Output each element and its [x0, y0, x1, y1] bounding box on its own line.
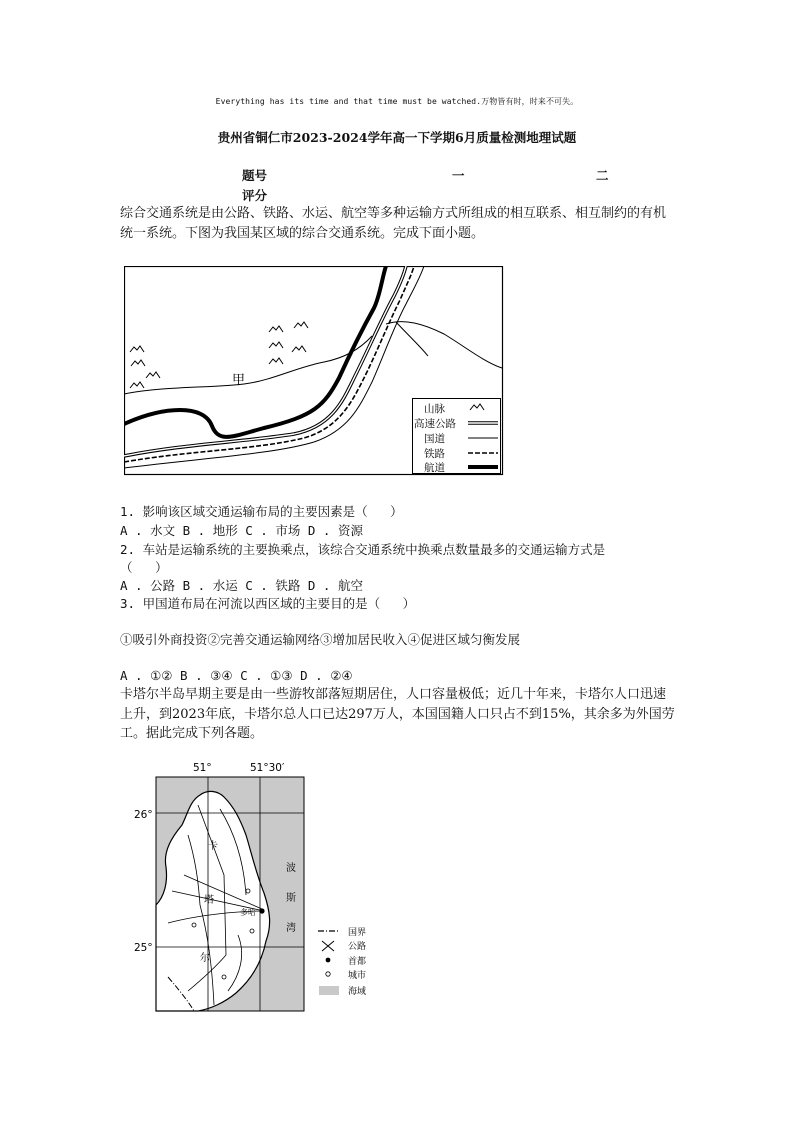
legend-mountain-label: 山脉 [424, 403, 445, 415]
question-2-stem-cont: （ ） [120, 560, 168, 575]
legend-capital-label: 首都 [348, 957, 367, 967]
transport-map [124, 266, 504, 476]
score-col-1: 一 [452, 168, 465, 183]
page-title: 贵州省铜仁市2023-2024学年高一下学期6月质量检测地理试题 [217, 130, 577, 145]
legend-highway-label: 高速公路 [414, 418, 456, 430]
lon-label-51-30: 51°30′ [250, 762, 285, 774]
legend-railway-label: 铁路 [424, 448, 445, 460]
gulf-char-3: 湾 [286, 923, 296, 934]
question-1-options: A . 水文 B . 地形 C . 市场 D . 资源 [120, 523, 363, 538]
legend-city-label: 城市 [348, 971, 367, 981]
score-col-2: 二 [596, 168, 609, 183]
capital-label: 多哈 [240, 908, 256, 917]
qatar-map [128, 755, 388, 1017]
legend-sea-label: 海域 [348, 987, 367, 997]
map1-legend [413, 399, 501, 475]
page-motto: Everything has its time and that time must be watched.万物皆有时，时来不可失。 [215, 97, 579, 106]
question-3-choices: ①吸引外商投资②完善交通运输网络③增加居民收入④促进区域匀衡发展 [120, 632, 521, 647]
country-char-2: 塔 [204, 895, 214, 906]
map2-legend [318, 927, 366, 997]
question-1-stem: 1. 影响该区域交通运输布局的主要因素是（ ） [120, 504, 403, 519]
legend-border-label: 国界 [348, 928, 367, 938]
legend-capital-symbol [326, 958, 331, 963]
passage-1: 综合交通系统是由公路、铁路、水运、航空等多种运输方式所组成的相互联系、相互制约的有机统一系统。下图为我国某区域的综合交通系统。完成下面小题。 [120, 206, 667, 241]
capital-marker [259, 908, 264, 913]
question-3-options: A . ①② B . ③④ C . ①③ D . ②④ [120, 668, 353, 683]
country-char-1: 卡 [208, 841, 218, 852]
lat-label-26: 26° [134, 809, 153, 821]
legend-national-road-label: 国道 [424, 433, 445, 445]
legend-sea-symbol [319, 986, 339, 995]
gulf-char-1: 波 [286, 863, 296, 874]
lat-label-25: 25° [134, 942, 153, 954]
legend-city-symbol [326, 972, 330, 976]
passage-2: 卡塔尔半岛早期主要是由一些游牧部落短期居住，人口容量极低；近几十年来，卡塔尔人口迅速上升，到2023年底，卡塔尔总人口已达297万人，本国国籍人口只占不到15%，其余多为外国劳工。据此完成下列各题。 [120, 687, 675, 741]
country-char-3: 尔 [200, 953, 210, 964]
legend-waterway-label: 航道 [424, 462, 445, 474]
lon-label-51: 51° [193, 762, 212, 774]
place-label-jia: 甲 [232, 373, 246, 388]
gulf-char-2: 斯 [286, 893, 296, 904]
question-2-stem: 2. 车站是运输系统的主要换乘点，该综合交通系统中换乘点数量最多的交通运输方式是 [120, 542, 606, 557]
legend-road-label: 公路 [348, 942, 367, 952]
legend-road-symbol [322, 941, 334, 951]
score-row-label-score: 评分 [242, 188, 268, 203]
question-3-stem: 3. 甲国道布局在河流以西区域的主要目的是（ ） [120, 596, 416, 611]
question-2-options: A . 公路 B . 水运 C . 铁路 D . 航空 [120, 578, 363, 593]
score-row-label-number: 题号 [242, 168, 268, 183]
